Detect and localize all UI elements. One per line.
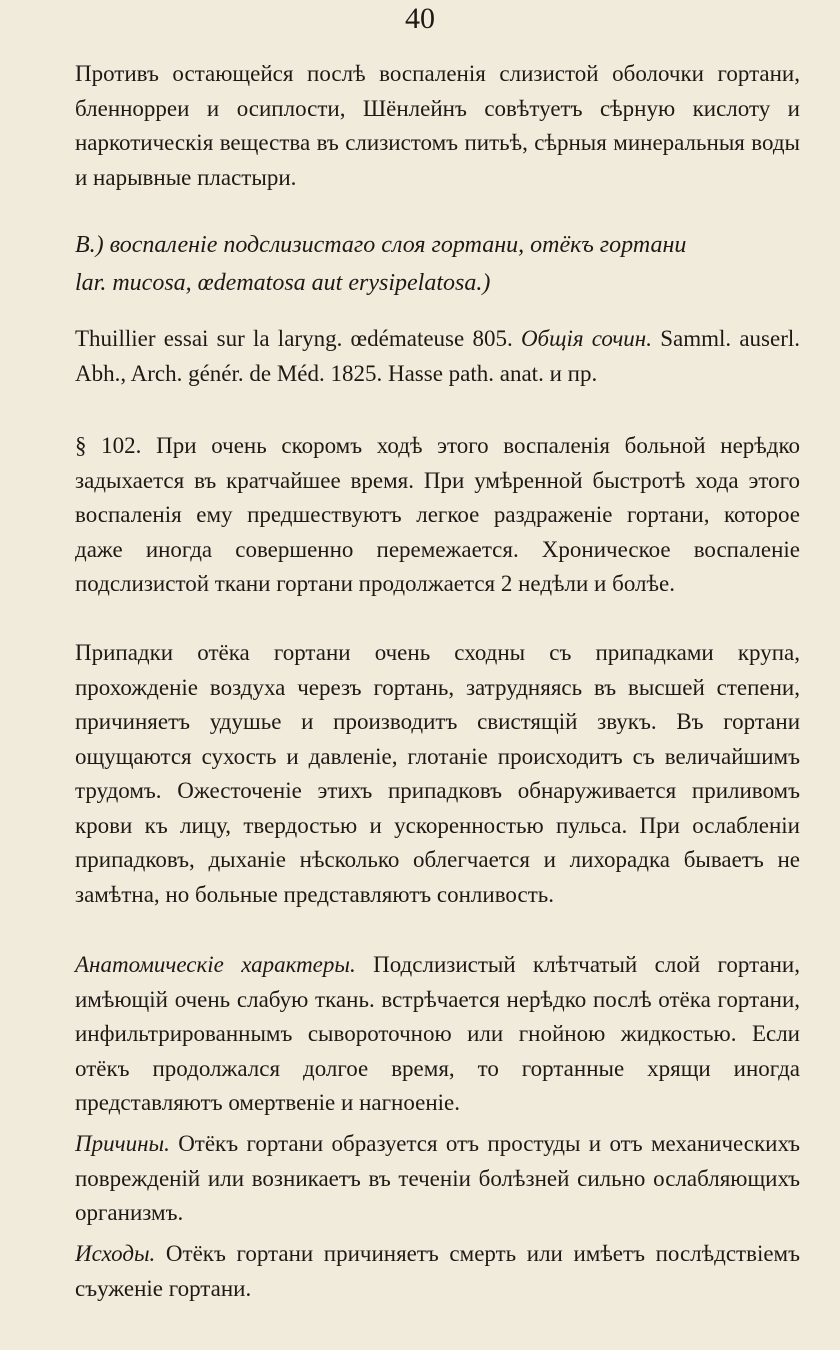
anatomy-label: Анатомическіе характеры. <box>75 952 356 977</box>
outcomes-text: Отёкъ гортани причиняетъ смерть или имѣетъ послѣдствіемъ съуженіе гортани. <box>75 1241 800 1301</box>
causes-label: Причины. <box>75 1131 170 1156</box>
paragraph-causes <box>75 1127 800 1231</box>
references-part-a: Thuillier essai sur la laryng. œdémateuse 805. <box>75 326 513 351</box>
references-part-b: Общія сочин. <box>520 326 652 351</box>
section-heading <box>75 226 800 302</box>
paragraph-outcomes <box>75 1237 800 1306</box>
page-number: 40 <box>405 2 435 35</box>
paragraph-102-text: При очень скоромъ ходѣ этого воспаленія больной нерѣдко задыхается въ кратчайшее время. При умѣренной быстротѣ хода этого воспаленія ему предшествуютъ легкое раздраженіе гортани, которое даже иногда совершенно перемежается. Хроническое воспаленіе подслизистой ткани гортани продолжается 2 недѣли и болѣе. <box>75 433 801 596</box>
paragraph-symptoms: Припадки отёка гортани очень сходны съ припадками крупа, прохожденіе воздуха черезъ гортань, затрудняясь въ высшей степени, причиняетъ удушье и производитъ свистящій звукъ. Въ гортани ощущаются сухость и давленіе, глотаніе происходитъ съ величайшимъ трудомъ. Ожесточеніе этихъ припадковъ обнаруживается приливомъ крови къ лицу, твердостью и ускоренностью пульса. При ослабленіи припадковъ, дыханіе нѣсколько облегчается и лихорадка бываетъ не замѣтна, но больные представляютъ сонливость. <box>75 640 800 907</box>
paragraph-102 <box>75 429 800 602</box>
references-part-c: Samml. auserl. Abh., Arch. génér. de Méd. 1825. Hasse path. anat. и пр. <box>75 326 801 386</box>
causes-text: Отёкъ гортани образуется отъ простуды и отъ механическихъ поврежденій или возникаетъ въ теченіи болѣзней сильно ослабляющихъ организмъ. <box>75 1131 800 1225</box>
section-title-latin: lar. mucosa, œdematosa aut erysipelatosa.) <box>75 270 491 296</box>
paragraph-anatomy <box>75 948 800 1121</box>
section-title-lead: В.) воспаленіе подслизистаго слоя гортани, отёкъ гортани <box>75 232 687 258</box>
section-sign-102: § 102. <box>75 433 142 458</box>
references <box>75 322 800 391</box>
anatomy-text: Подслизистый клѣтчатый слой гортани, имѣющій очень слабую ткань. встрѣчается нерѣдко послѣ отёка гортани, инфильтрированнымъ сывороточною или гнойною жидкостью. Если отёкъ продолжался долгое время, то гортанные хрящи иногда представляютъ омертвеніе и нагноеніе. <box>75 952 800 1115</box>
outcomes-label: Исходы. <box>75 1241 156 1266</box>
paragraph-treatment: Противъ остающейся послѣ воспаленія слизистой оболочки гортани, бленнорреи и осиплости, Шёнлейнъ совѣтуетъ сѣрную кислоту и наркотическія вещества въ слизистомъ питьѣ, сѣрныя минеральныя воды и нарывные пластыри. <box>75 61 800 190</box>
